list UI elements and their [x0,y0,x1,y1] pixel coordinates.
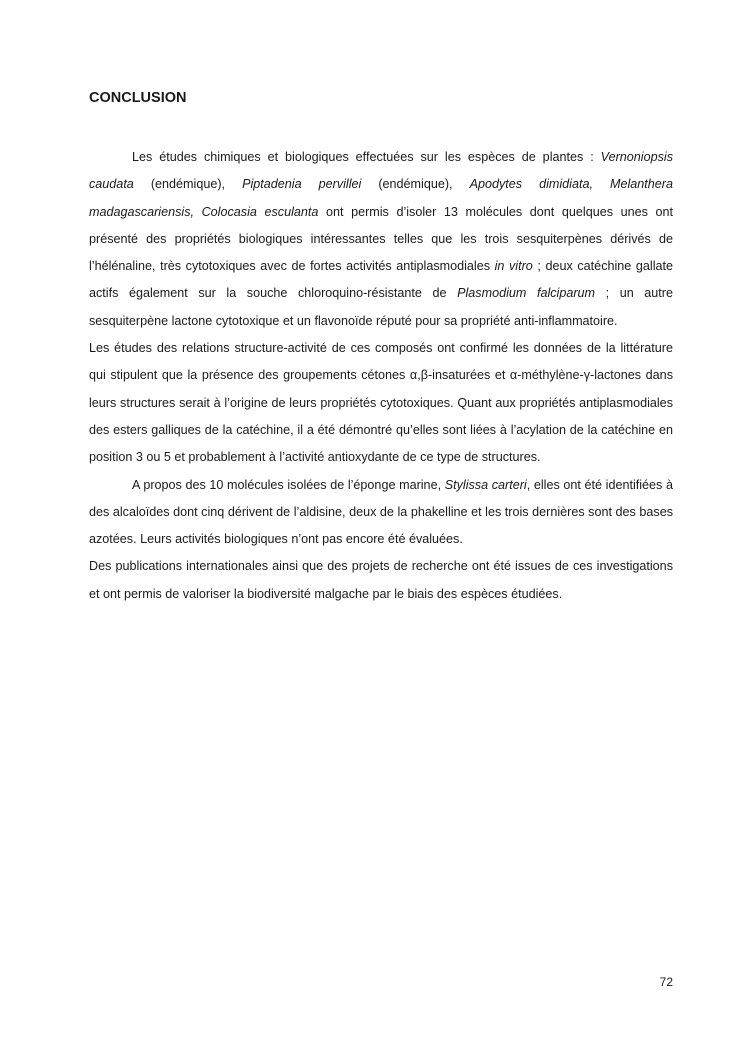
paragraph-4 [89,553,673,608]
body-text [89,144,673,608]
species-name: Apodytes dimidiata, Melanthera madagascariensis, Colocasia esculanta [89,177,674,219]
paragraph-1 [89,144,673,335]
text-run: Les études chimiques et biologiques effectuées sur les espèces de plantes : [132,150,601,164]
text-run: (endémique), [361,177,470,192]
text-run: , elles ont été identifiées à des alcaloïdes dont cinq dérivent de l’aldisine, deux de la phakelline et les trois dernières sont des bases azotées. Leurs activités biologiques n’ont pas encore été évaluées. [89,477,673,547]
text-run: (endémique), [133,177,243,192]
section-heading: CONCLUSION [89,90,187,106]
species-name: Vernoniopsis caudata [89,150,673,192]
text-run: Des publications internationales ainsi que des projets de recherche ont été issues de ces investigations et ont permis de valoriser la biodiversité malgache par le biais des espèces étudiées. [89,559,673,601]
text-run: ont permis d’isoler 13 molécules dont quelques unes ont présenté des propriétés biologiques intéressantes telles que les trois sesquiterpènes dérivés de l’hélénaline, très cytotoxiques avec de fortes activités antiplasmodiales [89,204,673,274]
paragraph-2 [89,335,673,471]
species-name: Plasmodium falciparum [457,286,596,301]
species-name: Stylissa carteri [444,477,527,492]
text-run: ; un autre sesquiterpène lactone cytotoxique et un flavonoïde réputé pour sa propriété anti-inflammatoire. [89,286,673,328]
page-number: 72 [659,975,673,989]
text-run: Les études des relations structure-activité de ces composés ont confirmé les données de la littérature qui stipulent que la présence des groupements cétones α,β-insaturées et α-méthylène-γ-lactones dans leurs structures serait à l’origine de leurs propriétés cytotoxiques. Quant aux propriétés antiplasmodiales des esters galliques de la catéchine, il a été démontré qu’elles sont liées à l’acylation de la catéchine en position 3 ou 5 et probablement à l’activité antioxydante de ce type de structures. [89,341,673,465]
species-name: Piptadenia pervillei [242,177,362,192]
latin-term: in vitro [494,259,533,274]
text-run: A propos des 10 molécules isolées de l’éponge marine, [132,477,445,492]
paragraph-3 [89,472,673,554]
text-run: ; deux catéchine gallate actifs également sur la souche chloroquino-résistante de [89,259,673,301]
